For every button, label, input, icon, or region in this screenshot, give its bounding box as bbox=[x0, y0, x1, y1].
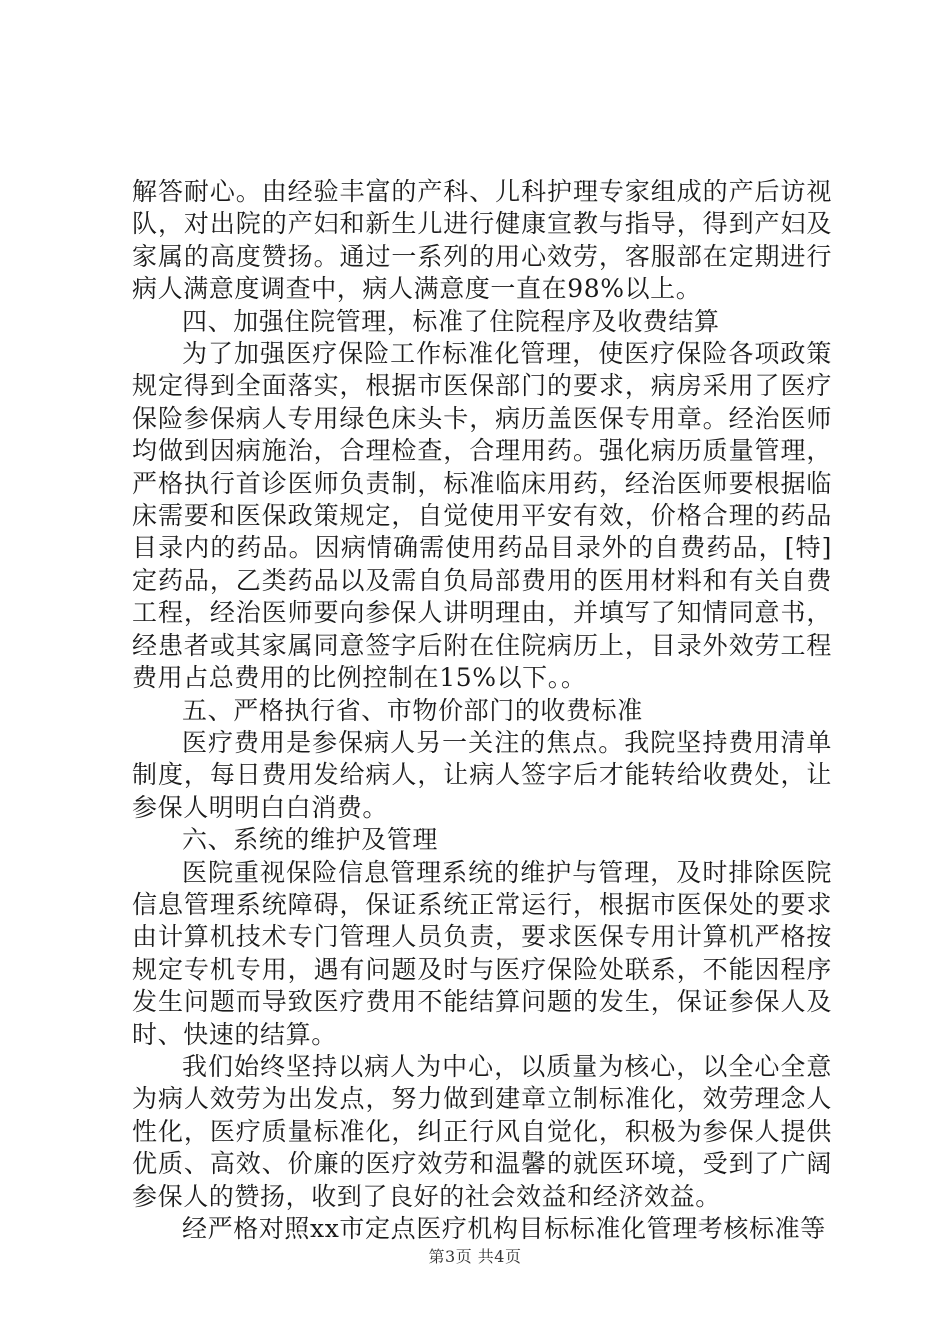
paragraph-summary: 我们始终坚持以病人为中心，以质量为核心，以全心全意为病人效劳为出发点，努力做到建章立制标准化，效劳理念人性化，医疗质量标准化，纠正行风自觉化，积极为参保人提供优质、高效、价廉的医疗效劳和温馨的就医环境，受到了广阔参保人的赞扬，收到了良好的社会效益和经济效益。 bbox=[132, 1051, 832, 1211]
paragraph-inpatient-management: 为了加强医疗保险工作标准化管理，使医疗保险各项政策规定得到全面落实，根据市医保部门的要求，病房采用了医疗保险参保病人专用绿色床头卡，病历盖医保专用章。经治医师均做到因病施治，合理检查，合理用药。强化病历质量管理，严格执行首诊医师负责制，标准临床用药，经治医师要根据临床需要和医保政策规定，自觉使用平安有效，价格合理的药品目录内的药品。因病情确需使用药品目录外的自费药品，[特]定药品，乙类药品以及需自负局部费用的医用材料和有关自费工程，经治医师要向参保人讲明理由，并填写了知情同意书，经患者或其家属同意签字后附在住院病历上，目录外效劳工程费用占总费用的比例控制在15%以下。。 bbox=[132, 339, 832, 693]
paragraph-system-maintenance: 医院重视保险信息管理系统的维护与管理，及时排除医院信息管理系统障碍，保证系统正常运行，根据市医保处的要求由计算机技术专门管理人员负责，要求医保专用计算机严格按规定专机专用，遇有问题及时与医疗保险处联系，不能因程序发生问题而导致医疗费用不能结算问题的发生，保证参保人及时、快速的结算。 bbox=[132, 857, 832, 1049]
page-number-footer: 第3页 共4页 bbox=[428, 1247, 522, 1266]
paragraph-fee-standards: 医疗费用是参保病人另一关注的焦点。我院坚持费用清单制度，每日费用发给病人，让病人签字后才能转给收费处，让参保人明明白白消费。 bbox=[132, 727, 832, 822]
section-heading-5: 五、严格执行省、市物价部门的收费标准 bbox=[182, 695, 643, 725]
paragraph-assessment: 经严格对照xx市定点医疗机构目标标准化管理考核标准等 bbox=[182, 1214, 826, 1243]
document-body bbox=[132, 176, 832, 1245]
section-heading-4: 四、加强住院管理，标准了住院程序及收费结算 bbox=[182, 306, 720, 336]
section-heading-6: 六、系统的维护及管理 bbox=[182, 825, 439, 855]
paragraph-continuation: 解答耐心。由经验丰富的产科、儿科护理专家组成的产后访视队，对出院的产妇和新生儿进行健康宣教与指导，得到产妇及家属的高度赞扬。通过一系列的用心效劳，客服部在定期进行病人满意度调查中，病人满意度一直在98%以上。 bbox=[132, 177, 832, 304]
